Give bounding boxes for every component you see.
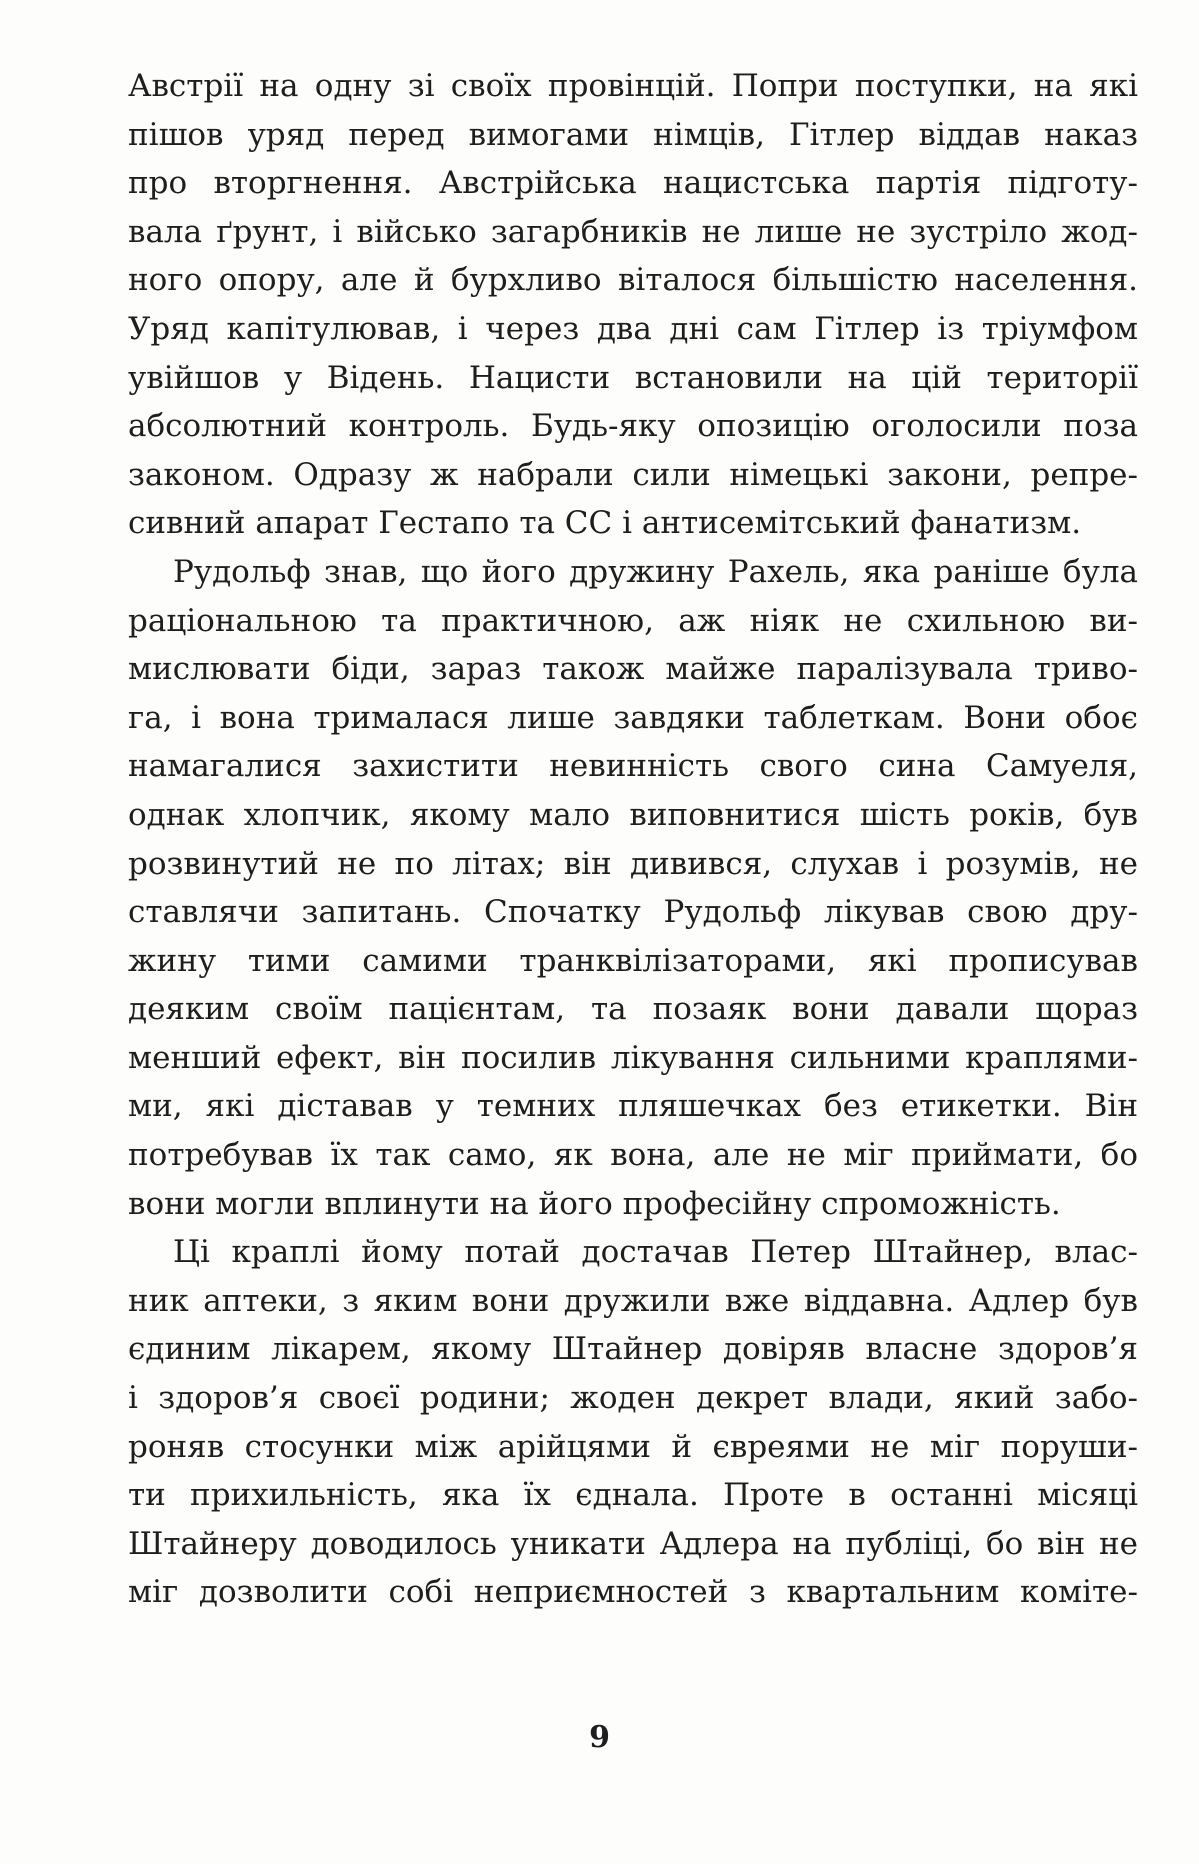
text-line: ми, які діставав у темних пляшечках без етикетки. Він: [128, 1088, 1138, 1125]
text-line: намагалися захистити невинність свого сина Самуеля,: [128, 748, 1138, 785]
body-text: [128, 62, 1138, 1617]
text-line: міг дозволити собі неприємностей з квартальним коміте-: [128, 1574, 1138, 1611]
text-line: ник аптеки, з яким вони дружили вже віддавна. Адлер був: [128, 1282, 1138, 1319]
text-line: законом. Одразу ж набрали сили німецькі закони, репре-: [128, 456, 1138, 493]
text-line: Уряд капітулював, і через два дні сам Гітлер із тріумфом: [128, 310, 1138, 347]
text-line: роняв стосунки між арійцями й євреями не міг поруши-: [128, 1428, 1138, 1465]
text-line: вони могли вплинути на його професійну спроможність.: [128, 1185, 1061, 1222]
text-line: пішов уряд перед вимогами німців, Гітлер віддав наказ: [128, 116, 1138, 153]
paragraph-start-line: Ці краплі йому потай достачав Петер Штайнер, влас-: [173, 1234, 1138, 1271]
text-line: потребував їх так само, як вона, але не міг приймати, бо: [128, 1137, 1138, 1174]
text-line: увійшов у Відень. Нацисти встановили на цій території: [128, 359, 1138, 396]
page-number: 9: [589, 1720, 610, 1755]
text-line: Штайнеру доводилось уникати Адлера на публіці, бо він не: [128, 1525, 1138, 1562]
text-line: га, і вона трималася лише завдяки таблеткам. Вони обоє: [128, 699, 1138, 736]
text-line: розвинутий не по літах; він дивився, слухав і розумів, не: [128, 845, 1138, 882]
text-line: однак хлопчик, якому мало виповнитися шість років, був: [128, 796, 1138, 833]
text-line: єдиним лікарем, якому Штайнер довіряв власне здоров’я: [128, 1331, 1138, 1368]
text-line: вала ґрунт, і військо загарбників не лише не зустріло жод-: [128, 213, 1138, 250]
text-line: мислювати біди, зараз також майже паралізувала триво-: [128, 651, 1138, 688]
paragraph-start-line: Рудольф знав, що його дружину Рахель, яка раніше була: [173, 553, 1138, 590]
text-line: жину тими самими транквілізаторами, які прописував: [128, 942, 1138, 979]
text-line: раціональною та практичною, аж ніяк не схильною ви-: [128, 602, 1138, 639]
text-line: ти прихильність, яка їх єднала. Проте в останні місяці: [128, 1477, 1138, 1514]
text-line: Австрії на одну зі своїх провінцій. Попри поступки, на які: [128, 68, 1138, 104]
text-line: абсолютний контроль. Будь-яку опозицію оголосили поза: [128, 408, 1138, 445]
text-line: сивний апарат Гестапо та СС і антисемітський фанатизм.: [128, 505, 1082, 542]
text-line: про вторгнення. Австрійська нацистська партія підготу-: [128, 165, 1138, 202]
text-line: і здоров’я своєї родини; жоден декрет влади, який забо-: [128, 1380, 1138, 1417]
text-line: ставлячи запитань. Спочатку Рудольф лікував свою дру-: [128, 894, 1138, 931]
text-line: менший ефект, він посилив лікування сильними краплями-: [128, 1039, 1138, 1076]
text-line: деяким своїм пацієнтам, та позаяк вони давали щораз: [128, 991, 1138, 1028]
text-line: ного опору, але й бурхливо віталося більшістю населення.: [128, 262, 1138, 299]
